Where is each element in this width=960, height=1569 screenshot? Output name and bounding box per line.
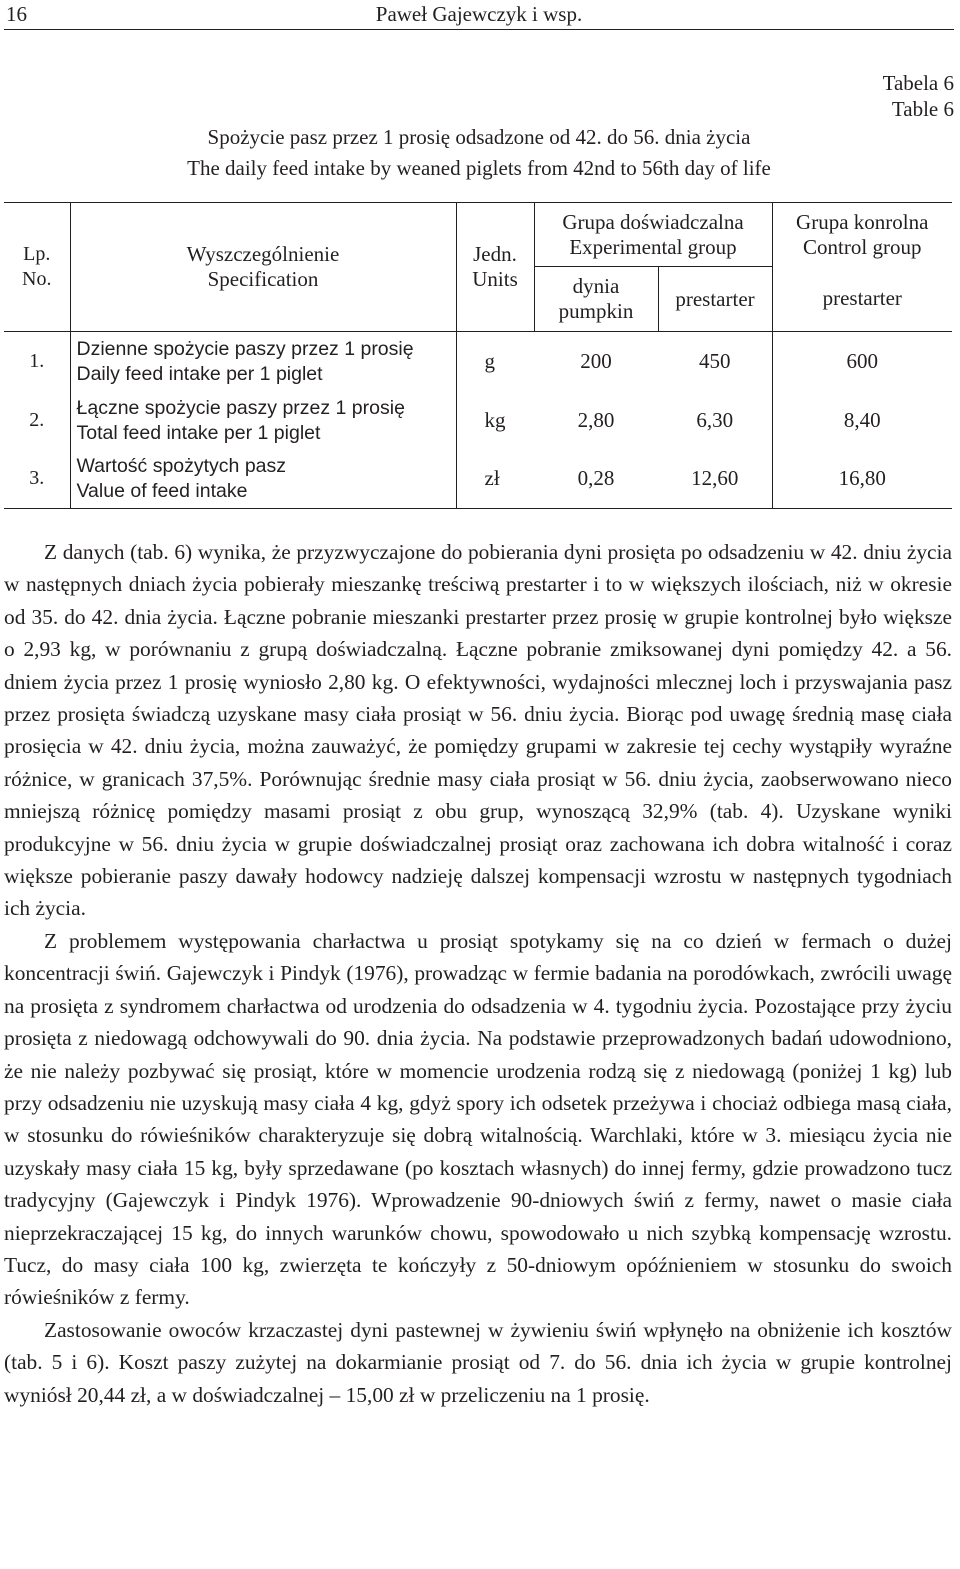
running-title: Paweł Gajewczyk i wsp. xyxy=(375,2,583,26)
subheader-pumpkin-en: pumpkin xyxy=(558,299,634,323)
row-ctrl-prestarter-value: 600 xyxy=(846,349,878,374)
header-units-pl: Jedn. xyxy=(473,242,517,266)
header-control-group xyxy=(772,203,952,267)
row-ctrl-prestarter-value: 8,40 xyxy=(843,408,881,432)
row-specification xyxy=(70,450,456,509)
body-text xyxy=(4,536,952,1411)
header-spec-en: Specification xyxy=(207,267,319,291)
table-row xyxy=(4,450,952,509)
row-unit: zł xyxy=(484,466,500,491)
running-head xyxy=(4,3,954,30)
header-units xyxy=(456,203,534,332)
row-pumpkin-value: 200 xyxy=(580,349,612,374)
row-lp: 2. xyxy=(4,392,70,450)
table-label-en: Table 6 xyxy=(891,97,954,121)
header-exp-group-pl: Grupa doświadczalna xyxy=(562,209,744,234)
row-lp: 3. xyxy=(4,450,70,509)
header-ctrl-group-en: Control group xyxy=(803,234,922,259)
row-specification xyxy=(70,392,456,450)
row-exp-prestarter-value: 6,30 xyxy=(658,392,772,450)
row-spec-en: Daily feed intake per 1 piglet xyxy=(76,362,323,385)
table-caption-pl: Spożycie pasz przez 1 prosię odsadzone od 42. do 56. dnia życia xyxy=(207,125,751,149)
header-ctrl-group-pl: Grupa konrolna xyxy=(796,209,929,234)
table-label-pl: Tabela 6 xyxy=(882,71,954,95)
row-specification xyxy=(70,332,456,392)
row-pumpkin-value: 0,28 xyxy=(577,466,615,491)
header-lp-en: No. xyxy=(22,268,52,290)
table-row xyxy=(4,332,952,392)
page-number: 16 xyxy=(6,2,27,26)
row-spec-en: Total feed intake per 1 piglet xyxy=(76,421,321,444)
header-spec-pl: Wyszczególnienie xyxy=(186,242,340,266)
header-experimental-group xyxy=(534,203,772,267)
row-ctrl-prestarter-value: 16,80 xyxy=(838,466,886,491)
table-caption-en: The daily feed intake by weaned piglets from 42nd to 56th day of life xyxy=(187,156,771,180)
row-exp-prestarter-value: 12,60 xyxy=(658,450,772,509)
row-spec-en: Value of feed intake xyxy=(76,479,248,502)
table-row xyxy=(4,392,952,450)
subheader-exp-prestarter: prestarter xyxy=(658,267,772,332)
paragraph: Zastosowanie owoców krzaczastej dyni pastewnej w żywieniu świń wpłynęło na obniżenie ich kosztów (tab. 5 i 6). Koszt paszy zużytej na dokarmianie prosiąt od 7. do 56. dnia ich życia w grupie kontrolnej wyniósł 20,44 zł, a w doświadczalnej – 15,00 zł w przeliczeniu na 1 prosię. xyxy=(4,1317,952,1407)
row-spec-pl: Wartość spożytych pasz xyxy=(76,454,287,477)
header-units-en: Units xyxy=(472,267,518,291)
row-unit: g xyxy=(484,349,495,374)
subheader-pumpkin xyxy=(534,267,658,332)
row-spec-pl: Łączne spożycie paszy przez 1 prosię xyxy=(76,396,405,419)
row-pumpkin-value: 2,80 xyxy=(577,408,615,432)
header-specification xyxy=(70,203,456,332)
row-spec-pl: Dzienne spożycie paszy przez 1 prosię xyxy=(76,337,414,360)
feed-intake-table xyxy=(4,202,952,509)
row-lp: 1. xyxy=(4,332,70,392)
table-caption xyxy=(0,122,960,184)
header-lp-pl: Lp. xyxy=(23,243,51,265)
header-exp-group-en: Experimental group xyxy=(569,234,737,259)
paragraph: Z danych (tab. 6) wynika, że przyzwyczajone do pobierania dyni prosięta po odsadzeniu w 42. dniu życia w następnych dniach życia pobierały mieszankę treściwą prestarter i to w większych ilościach, niż w okresie od 35. do 42. dnia życia. Łączne pobranie mieszanki prestarter przez prosię w grupie kontrolnej było większe o 2,93 kg, w porównaniu z grupą doświadczalną. Łączne pobranie zmiksowanej dyni pomiędzy 42. a 56. dniem życia przez 1 prosię wyniosło 2,80 kg. O efektywności, wydajności mlecznej loch i przyswajania pasz przez prosięta świadczą uzyskane masy ciała prosiąt w 56. dniu życia. Biorąc pod uwagę średnią masę ciała prosięcia w 42. dniu życia, można zauważyć, że pomiędzy grupami w zakresie tej cechy wystąpiły wyraźne różnice, w granicach 37,5%. Porównując średnie masy ciała prosiąt w 56. dniu życia, zaobserwowano nieco mniejszą różnicę pomiędzy masami prosiąt z obu grup, wynoszącą 32,9% (tab. 4). Uzyskane wyniki produkcyjne w 56. dniu życia w grupie doświadczalnej prosiąt oraz zachowana ich dobra witalność i coraz większe pobieranie paszy dawały hodowcy nadzieję dalszej kompensacji wzrostu w następnych tygodniach ich życia. xyxy=(4,540,952,921)
subheader-pumpkin-pl: dynia xyxy=(572,274,620,298)
row-exp-prestarter-value: 450 xyxy=(658,332,772,392)
table-label xyxy=(883,70,954,122)
row-unit: kg xyxy=(484,408,506,432)
header-lp xyxy=(4,203,70,332)
subheader-ctrl-prestarter: prestarter xyxy=(772,267,952,332)
paragraph: Z problemem występowania charłactwa u prosiąt spotykamy się na co dzień w fermach o dużej koncentracji świń. Gajewczyk i Pindyk (1976), prowadząc w fermie badania na porodówkach, zwrócili uwagę na prosięta z syndromem charłactwa od urodzenia do odsadzenia w 4. tygodniu życia. Pozostające przy życiu prosięta z niedowagą odchowywali do 90. dnia życia. Na podstawie przeprowadzonych badań udowodniono, że nie należy pozbywać się prosiąt, które w momencie urodzenia rodzą się z niedowagą (poniżej 1 kg) lub przy odsadzeniu nie uzyskują masy ciała 4 kg, gdyż spory ich odsetek przeżywa i chociaż odbiega masą ciała, w stosunku do rówieśników charakteryzuje się dobrą witalnością. Warchlaki, które w 3. miesiącu życia nie uzyskały masy ciała 15 kg, były sprzedawane (po kosztach własnych) do innej fermy, gdzie prowadzono tucz tradycyjny (Gajewczyk i Pindyk 1976). Wprowadzenie 90-dniowych świń z fermy, nawet o masie ciała nieprzekraczającej 15 kg, do innych warunków chowu, spowodowało u nich szybką kompensację wzrostu. Tucz, do masy ciała 100 kg, zwierzęta te kończyły z 50-dniowym opóźnieniem w stosunku do swoich rówieśników z fermy. xyxy=(4,928,952,1310)
